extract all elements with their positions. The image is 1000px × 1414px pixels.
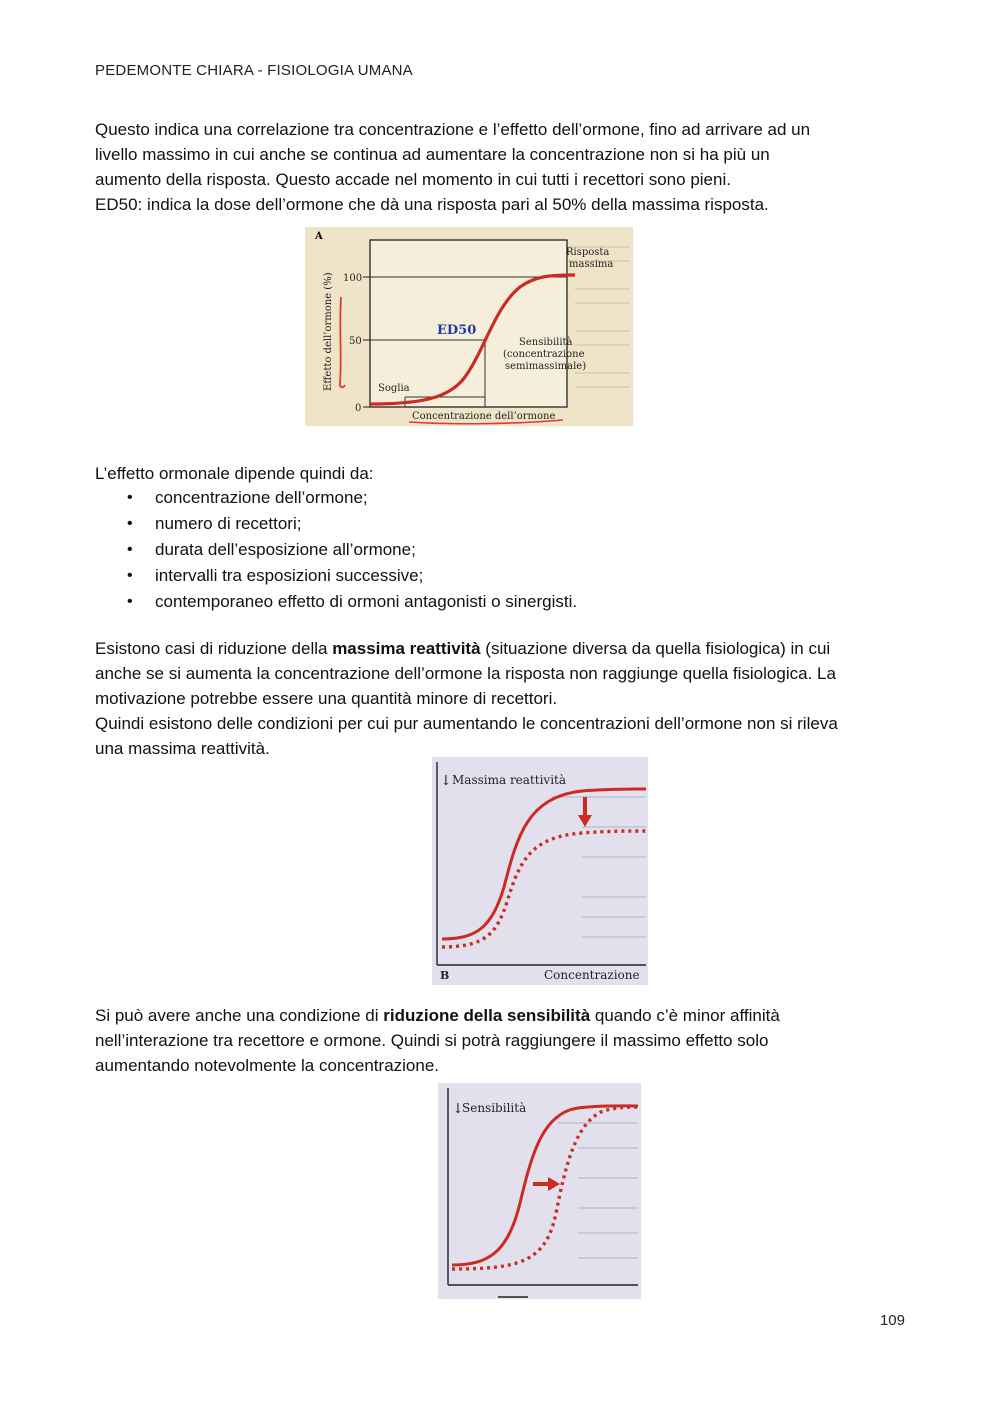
paragraph-intro: Questo indica una correlazione tra concentrazione e l’effetto dell’ormone, fino ad arrivare ad un livello massimo in cui anche se continua ad aumentare la concentrazione non si ha più un aumento della risposta. Questo accade nel momento in cui tutti i recettori sono pieni. ED50: indica la dose dell’ormone che dà una risposta pari al 50% della massima risposta. (95, 120, 811, 214)
bullet-list (95, 485, 577, 615)
page-header: PEDEMONTE CHIARA - FISIOLOGIA UMANA (95, 62, 413, 79)
figa-label-ed50: ED50 (437, 323, 477, 338)
figa-label-sens-2: (concentrazione (503, 349, 585, 360)
bold-term-sensitivity: riduzione della sensibilità (383, 1006, 591, 1025)
figa-tick-0: 0 (355, 403, 362, 414)
figa-label-max-line2: massima (569, 259, 614, 270)
figa-label-max-line1: Risposta (566, 247, 610, 258)
figc-arrow-down-icon: ↓ (452, 1101, 464, 1117)
page-number: 109 (879, 1312, 905, 1329)
figa-label-sens-1: Sensibilità (519, 337, 573, 348)
paragraph-sensitivity: Si può avere anche una condizione di riduzione della sensibilità quando c’è minor affinità nell’interazione tra recettore e ormone. Quindi si potrà raggiungere il massimo effetto solo aumentando notevolmente la concentrazione. (95, 1006, 780, 1075)
figa-tick-100: 100 (343, 273, 363, 284)
figb-panel-letter: B (440, 969, 450, 982)
figb-xlabel: Concentrazione (544, 968, 640, 982)
list-item: • numero di recettori; (95, 511, 577, 537)
figb-arrow-down-icon: ↓ (440, 773, 452, 789)
figure-dose-response (305, 227, 633, 426)
list-item: • concentrazione dell’ormone; (95, 485, 577, 511)
figa-ylabel: Effetto dell’ormone (%) (323, 272, 334, 391)
list-item: • intervalli tra esposizioni successive; (95, 563, 577, 589)
list-item: • durata dell’esposizione all’ormone; (95, 537, 577, 563)
figa-xlabel: Concentrazione dell’ormone (412, 411, 556, 422)
figure-max-reactivity (432, 757, 648, 985)
figa-label-threshold: Soglia (378, 383, 410, 394)
paragraph-max-reactivity: Esistono casi di riduzione della massima reattività (situazione diversa da quella fisiologica) in cui anche se si aumenta la concentrazione dell’ormone la risposta non raggiunge quella fisiologica. La motivazione potrebbe essere una quantità minore di recettori. Quindi esistono delle condizioni per cui pur aumentando le concentrazioni dell’ormone non si rileva una massima reattività. (95, 639, 838, 758)
max-reactivity-chart (432, 757, 648, 985)
bold-term-max-reactivity: massima reattività (332, 639, 481, 658)
figure-sensitivity (438, 1083, 641, 1299)
figa-tick-50: 50 (349, 336, 362, 347)
figc-title: Sensibilità (462, 1101, 527, 1115)
figb-title: Massima reattività (452, 773, 567, 787)
sensitivity-chart (438, 1083, 641, 1299)
dose-response-chart (305, 227, 633, 426)
list-item: • contemporaneo effetto di ormoni antagonisti o sinergisti. (95, 589, 577, 615)
figa-label-sens-3: semimassimale) (505, 361, 587, 372)
paragraph-depends: L’effetto ormonale dipende quindi da: (95, 464, 374, 483)
figa-panel-letter: A (315, 231, 323, 242)
